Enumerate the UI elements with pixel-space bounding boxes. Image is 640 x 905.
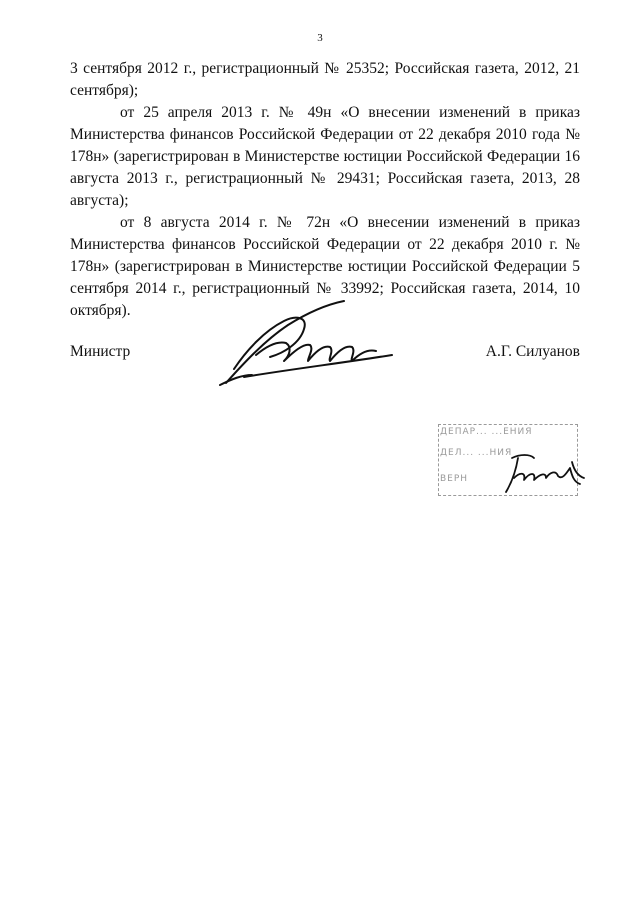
signature-block xyxy=(70,343,580,373)
page-number: 3 xyxy=(317,32,323,44)
stamp-line-2: ДЕЛ... ...НИЯ xyxy=(440,448,513,458)
stamp-line-1: ДЕПАР... ...ЕНИЯ xyxy=(440,427,533,437)
stamp-line-3: ВЕРН xyxy=(440,474,469,484)
signer-name: А.Г. Силуанов xyxy=(485,343,580,360)
paragraph-1: 3 сентября 2012 г., регистрационный № 25352; Российская газета, 2012, 21 сентября); xyxy=(70,60,580,99)
document-body xyxy=(70,58,580,322)
certification-stamp xyxy=(428,416,588,496)
handwritten-initials xyxy=(494,450,588,498)
paragraph-2: от 25 апреля 2013 г. № 49н «О внесении изменений в приказ Министерства финансов Российской Федерации от 22 декабря 2010 года № 178н» (зарегистрирован в Министерстве юстиции Российской Федерации 16 августа 2013 г., регистрационный № 29431; Российская газета, 2013, 28 августа); xyxy=(70,104,580,209)
signer-title: Министр xyxy=(70,343,131,360)
paragraph-3: от 8 августа 2014 г. № 72н «О внесении изменений в приказ Министерства финансов Российской Федерации от 22 декабря 2010 г. № 178н» (зарегистрирован в Министерстве юстиции Российской Федерации 5 сентября 2014 г., регистрационный № 33992; Российская газета, 2014, 10 октября). xyxy=(70,214,580,319)
